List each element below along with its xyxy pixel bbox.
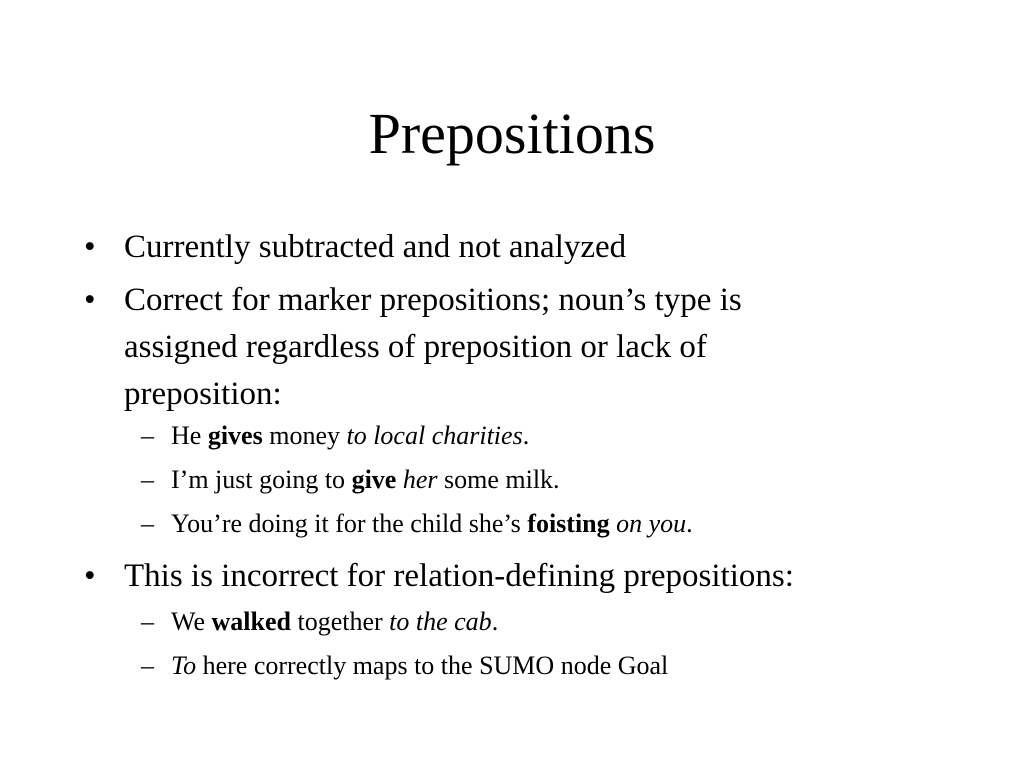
sub-bullet-marker: – — [141, 421, 154, 450]
example-text: He — [171, 421, 208, 450]
example-phrase: on you — [616, 509, 687, 538]
example-text: We — [171, 607, 212, 636]
sub-bullet-marker: – — [141, 607, 154, 636]
bullet-item-2 — [84, 277, 742, 418]
bullet-text: This is incorrect for relation-defining prepositions: — [124, 558, 794, 594]
example-verb: give — [351, 465, 397, 494]
example-item-2 — [141, 462, 560, 498]
sub-bullet-marker: – — [141, 651, 154, 680]
example-verb: gives — [207, 421, 263, 450]
example-text: together — [290, 607, 390, 636]
example-text: You’re doing it for the child she’s — [171, 509, 528, 538]
example-item-3 — [141, 506, 693, 542]
bullet-text: Currently subtracted and not analyzed — [124, 229, 627, 265]
bullet-item-3 — [84, 553, 794, 600]
bullet-marker: • — [84, 229, 96, 265]
example-text: . — [491, 607, 499, 636]
example-verb: walked — [211, 607, 291, 636]
example-text: . — [686, 509, 693, 538]
example-item-5 — [141, 648, 669, 684]
example-verb: foisting — [527, 509, 610, 538]
sub-bullet-marker: – — [141, 509, 154, 538]
bullet-text-line-3: preposition: — [124, 376, 282, 412]
example-phrase: to the cab — [389, 607, 492, 636]
example-item-4 — [141, 604, 499, 640]
example-text: . — [522, 421, 530, 450]
example-item-1 — [141, 418, 530, 454]
example-phrase: to local charities — [346, 421, 523, 450]
bullet-text-line-1: Correct for marker prepositions; noun’s type is — [124, 282, 742, 318]
bullet-marker: • — [84, 558, 96, 594]
sub-bullet-marker: – — [141, 465, 154, 494]
example-text: here correctly maps to the SUMO node Goal — [196, 651, 669, 680]
bullet-item-1 — [84, 224, 627, 271]
example-text: money — [262, 421, 347, 450]
example-text: some milk. — [437, 465, 560, 494]
example-phrase: her — [402, 465, 438, 494]
example-text: I’m just going to — [171, 465, 352, 494]
example-phrase: To — [171, 651, 197, 680]
slide-title: Prepositions — [368, 101, 656, 166]
bullet-marker: • — [84, 282, 96, 318]
bullet-text-line-2: assigned regardless of preposition or lack of — [124, 329, 707, 365]
